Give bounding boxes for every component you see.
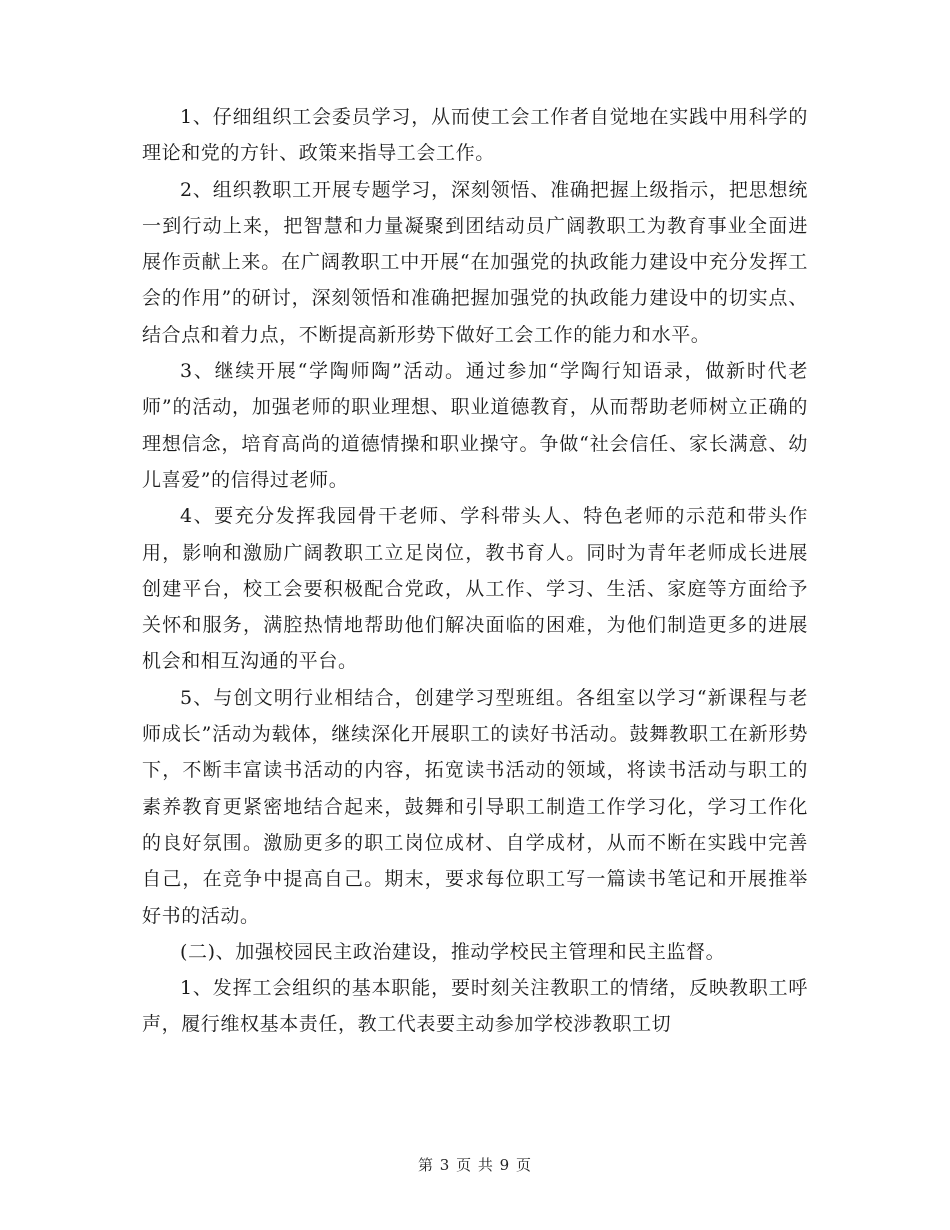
page-footer: 第 3 页 共 9 页 (418, 1156, 532, 1174)
document-body (142, 99, 808, 1043)
section-heading-2: (二)、加强校园民主政治建设，推动学校民主管理和民主监督。 (180, 940, 726, 963)
paragraph-section2-item-1: 1、发挥工会组织的基本职能，要时刻关注教职工的情绪，反映教职工呼声，履行维权基本责任，教工代表要主动参加学校涉教职工切 (142, 977, 808, 1036)
paragraph-item-3: 3、继续开展“学陶师陶”活动。通过参加“学陶行知语录，做新时代老师”的活动，加强老师的职业理想、职业道德教育，从而帮助老师树立正确的理想信念，培育高尚的道德情操和职业操守。争做“社会信任、家长满意、幼儿喜爱”的信得过老师。 (142, 360, 808, 491)
paragraph-item-4: 4、要充分发挥我园骨干老师、学科带头人、特色老师的示范和带头作用，影响和激励广阔教职工立足岗位，教书育人。同时为青年老师成长进展创建平台，校工会要积极配合党政，从工作、学习、生活、家庭等方面给予关怀和服务，满腔热情地帮助他们解决面临的困难，为他们制造更多的进展机会和相互沟通的平台。 (142, 505, 808, 673)
paragraph-item-2: 2、组织教职工开展专题学习，深刻领悟、准确把握上级指示，把思想统一到行动上来，把智慧和力量凝聚到团结动员广阔教职工为教育事业全面进展作贡献上来。在广阔教职工中开展“在加强党的执政能力建设中充分发挥工会的作用”的研讨，深刻领悟和准确把握加强党的执政能力建设中的切实点、结合点和着力点，不断提高新形势下做好工会工作的能力和水平。 (142, 178, 808, 346)
paragraph-item-1: 1、仔细组织工会委员学习，从而使工会工作者自觉地在实践中用科学的理论和党的方针、政策来指导工会工作。 (142, 106, 808, 165)
paragraph-item-5: 5、与创文明行业相结合，创建学习型班组。各组室以学习“新课程与老师成长”活动为载体，继续深化开展职工的读好书活动。鼓舞教职工在新形势下，不断丰富读书活动的内容，拓宽读书活动的领域，将读书活动与职工的素养教育更紧密地结合起来，鼓舞和引导职工制造工作学习化，学习工作化的良好氛围。激励更多的职工岗位成材、自学成材，从而不断在实践中完善自己，在竞争中提高自己。期末，要求每位职工写一篇读书笔记和开展推举好书的活动。 (142, 686, 808, 927)
